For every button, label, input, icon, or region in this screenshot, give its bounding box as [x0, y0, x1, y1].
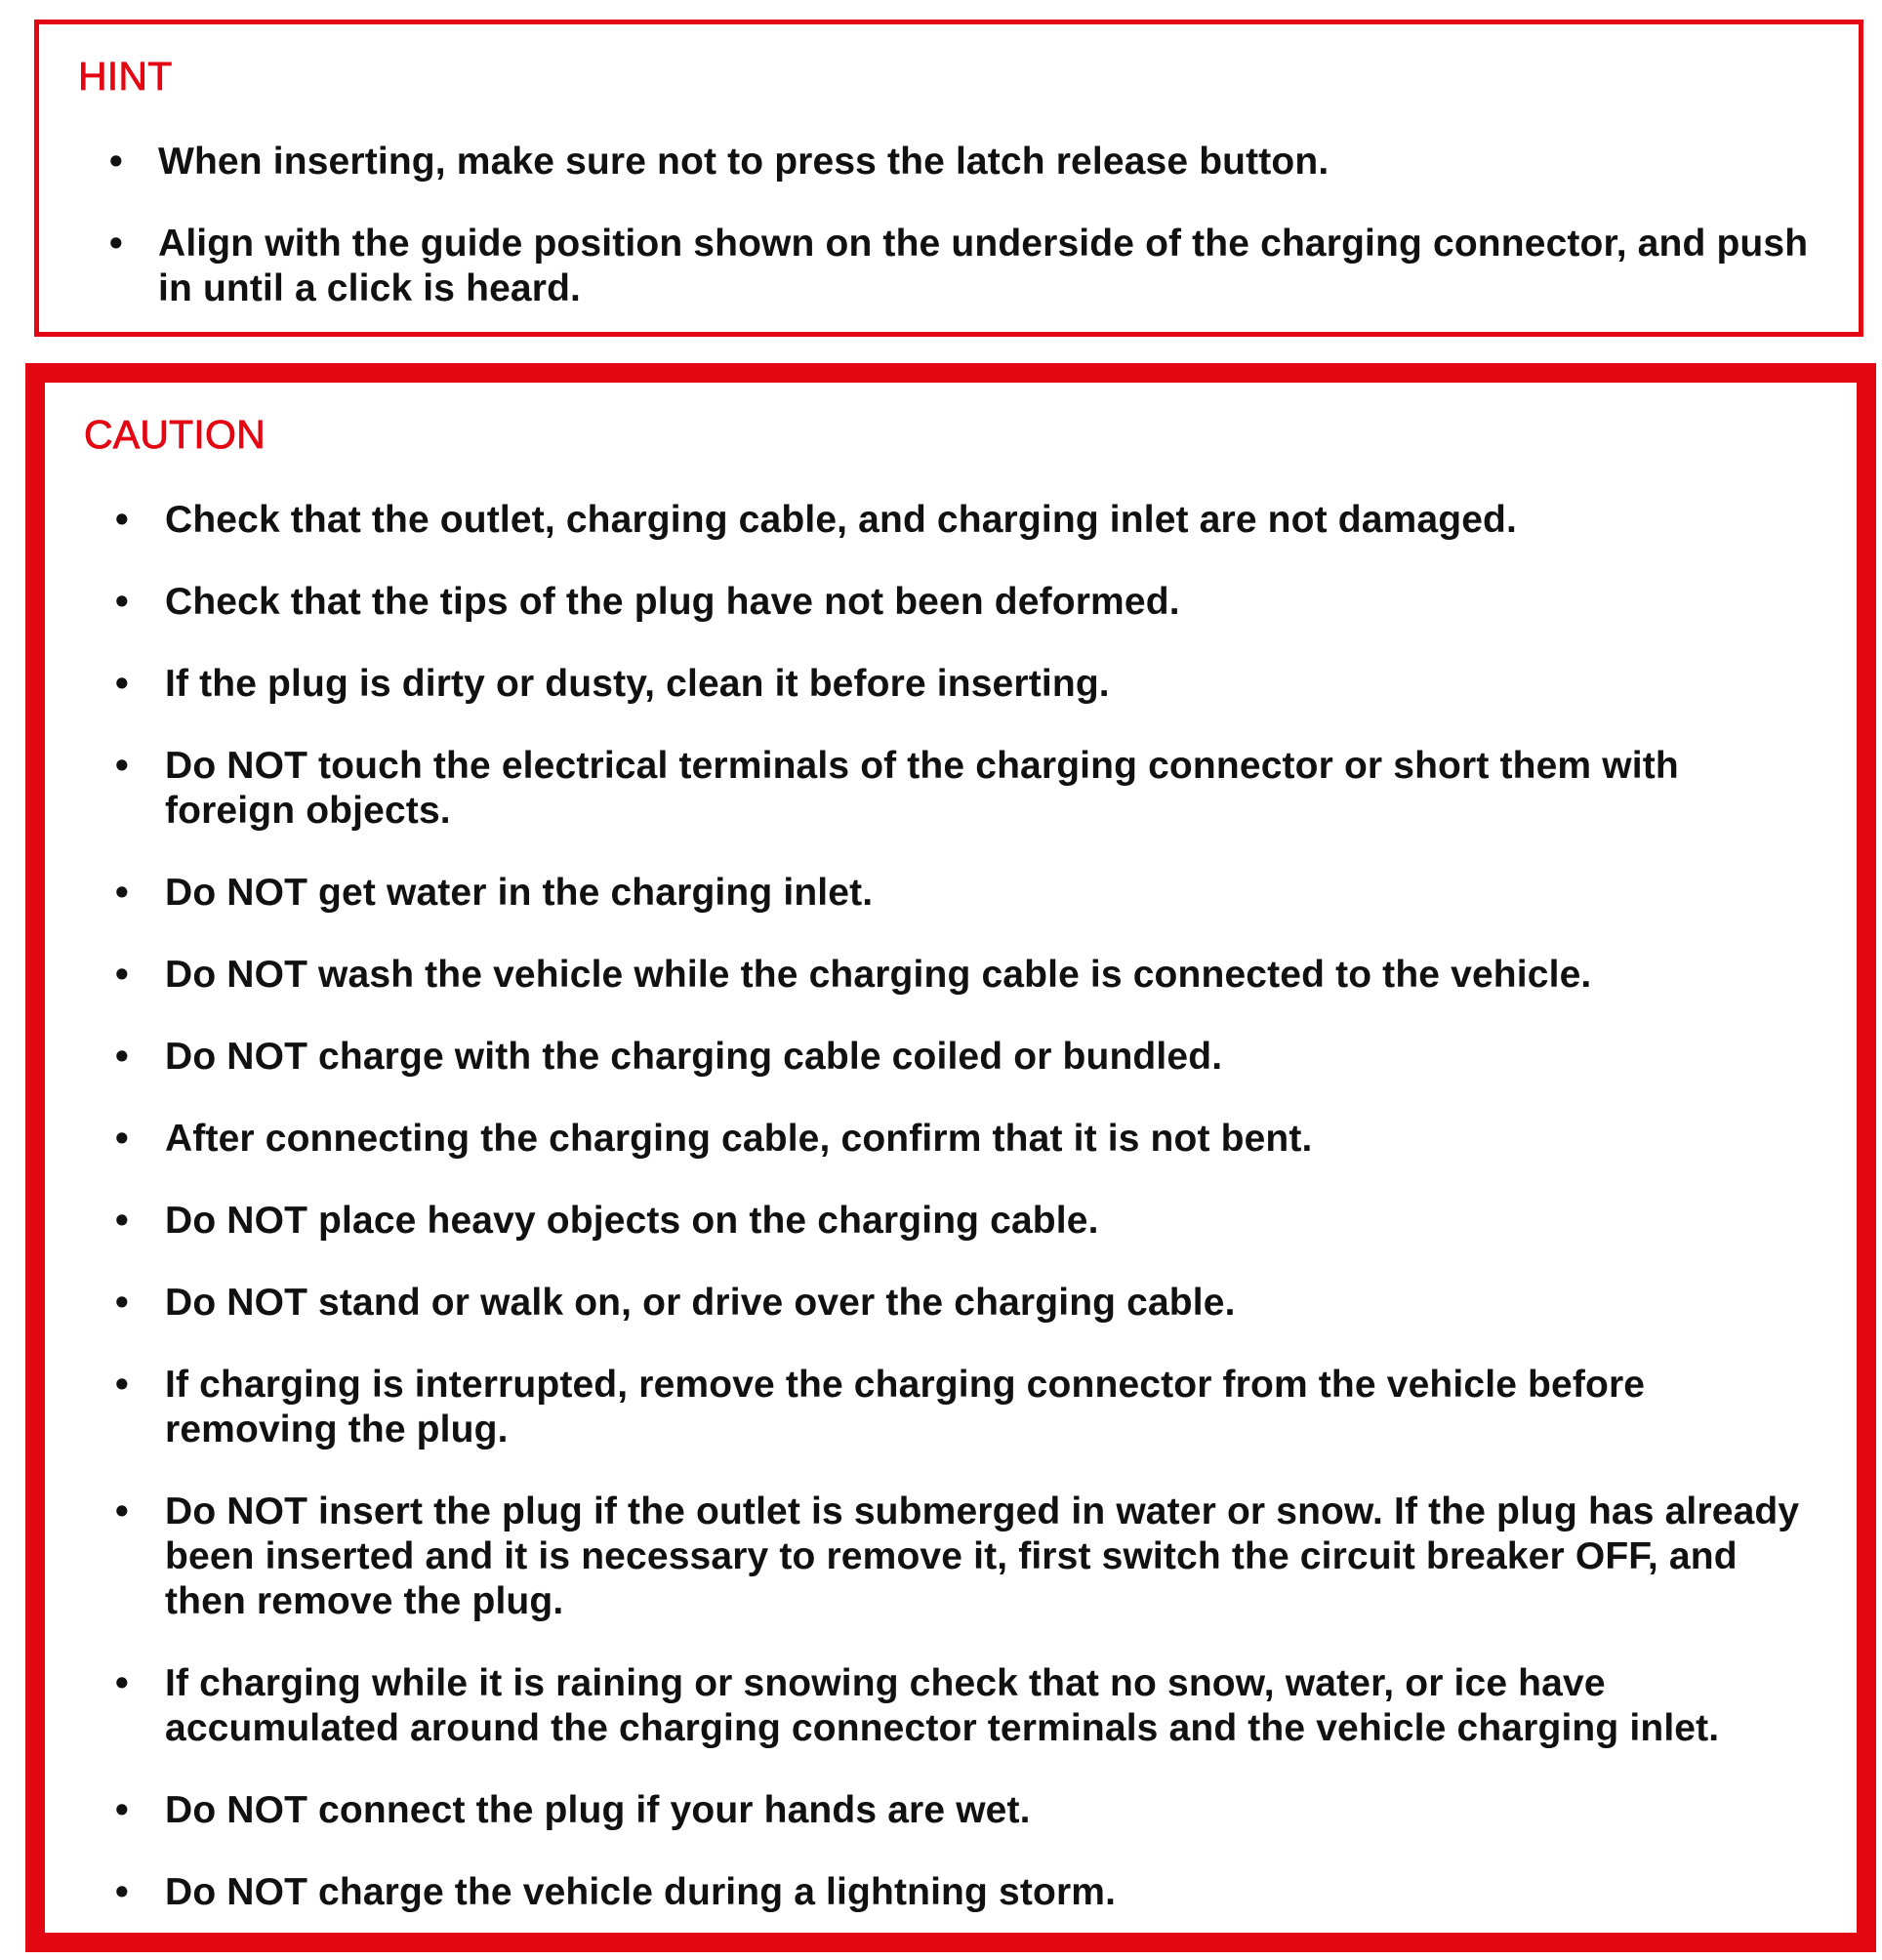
caution-item-text: Check that the tips of the plug have not been deformed. — [165, 581, 1180, 623]
caution-item — [45, 1281, 1857, 1326]
bullet-icon: • — [115, 1871, 129, 1913]
bullet-icon: • — [115, 872, 129, 914]
bullet-icon: • — [109, 141, 123, 183]
hint-box — [34, 20, 1863, 337]
caution-item-text: Do NOT place heavy objects on the charging cable. — [165, 1200, 1099, 1242]
caution-item — [45, 580, 1857, 625]
bullet-icon: • — [115, 1200, 129, 1242]
caution-item-text: Do NOT connect the plug if your hands are wet. — [165, 1789, 1031, 1831]
hint-item-text: Align with the guide position shown on the underside of the charging connector, and push in until a click is heard. — [158, 223, 1809, 309]
caution-item-text: Do NOT stand or walk on, or drive over the charging cable. — [165, 1282, 1236, 1324]
caution-item-text: Do NOT charge with the charging cable coiled or bundled. — [165, 1036, 1223, 1078]
bullet-icon: • — [115, 1364, 129, 1406]
hint-list — [39, 140, 1859, 311]
caution-item — [45, 1199, 1857, 1244]
hint-item-text: When inserting, make sure not to press the latch release button. — [158, 141, 1330, 183]
caution-item — [45, 744, 1857, 834]
caution-item-text: After connecting the charging cable, confirm that it is not bent. — [165, 1118, 1313, 1160]
bullet-icon: • — [115, 1118, 129, 1160]
caution-item-text: Do NOT get water in the charging inlet. — [165, 872, 874, 914]
hint-item — [39, 140, 1859, 184]
caution-item-text: If charging while it is raining or snowing check that no snow, water, or ice have accumulated around the charging connector terminals and the vehicle charging inlet. — [165, 1662, 1720, 1749]
caution-item — [45, 1117, 1857, 1162]
caution-item — [45, 662, 1857, 707]
caution-item — [45, 1661, 1857, 1751]
caution-list — [45, 498, 1857, 1915]
caution-item — [45, 498, 1857, 543]
hint-item — [39, 222, 1859, 311]
bullet-icon: • — [115, 745, 129, 787]
bullet-icon: • — [115, 1282, 129, 1324]
caution-item — [45, 1035, 1857, 1080]
caution-item-text: If charging is interrupted, remove the charging connector from the vehicle before removing the plug. — [165, 1364, 1646, 1450]
bullet-icon: • — [115, 954, 129, 996]
caution-item-text: Do NOT insert the plug if the outlet is submerged in water or snow. If the plug has already been inserted and it is necessary to remove it, first switch the circuit breaker OFF, and then remove the plug. — [165, 1490, 1800, 1622]
bullet-icon: • — [109, 223, 123, 265]
caution-box-inner — [45, 383, 1857, 1933]
caution-item-text: Do NOT touch the electrical terminals of the charging connector or short them with foreign objects. — [165, 745, 1679, 832]
bullet-icon: • — [115, 1490, 129, 1532]
bullet-icon: • — [115, 581, 129, 623]
caution-box — [25, 363, 1876, 1952]
bullet-icon: • — [115, 499, 129, 541]
caution-item — [45, 1363, 1857, 1452]
hint-title: HINT — [78, 54, 173, 99]
caution-item-text: Do NOT wash the vehicle while the charging cable is connected to the vehicle. — [165, 954, 1592, 996]
bullet-icon: • — [115, 1789, 129, 1831]
caution-item-text: Check that the outlet, charging cable, and charging inlet are not damaged. — [165, 499, 1517, 541]
caution-item — [45, 1788, 1857, 1833]
bullet-icon: • — [115, 1662, 129, 1704]
caution-item — [45, 953, 1857, 998]
caution-item-text: Do NOT charge the vehicle during a lightning storm. — [165, 1871, 1117, 1913]
caution-item-text: If the plug is dirty or dusty, clean it before inserting. — [165, 663, 1110, 705]
caution-item — [45, 1870, 1857, 1915]
caution-item — [45, 871, 1857, 916]
caution-item — [45, 1490, 1857, 1624]
caution-title: CAUTION — [84, 412, 266, 457]
bullet-icon: • — [115, 1036, 129, 1078]
bullet-icon: • — [115, 663, 129, 705]
